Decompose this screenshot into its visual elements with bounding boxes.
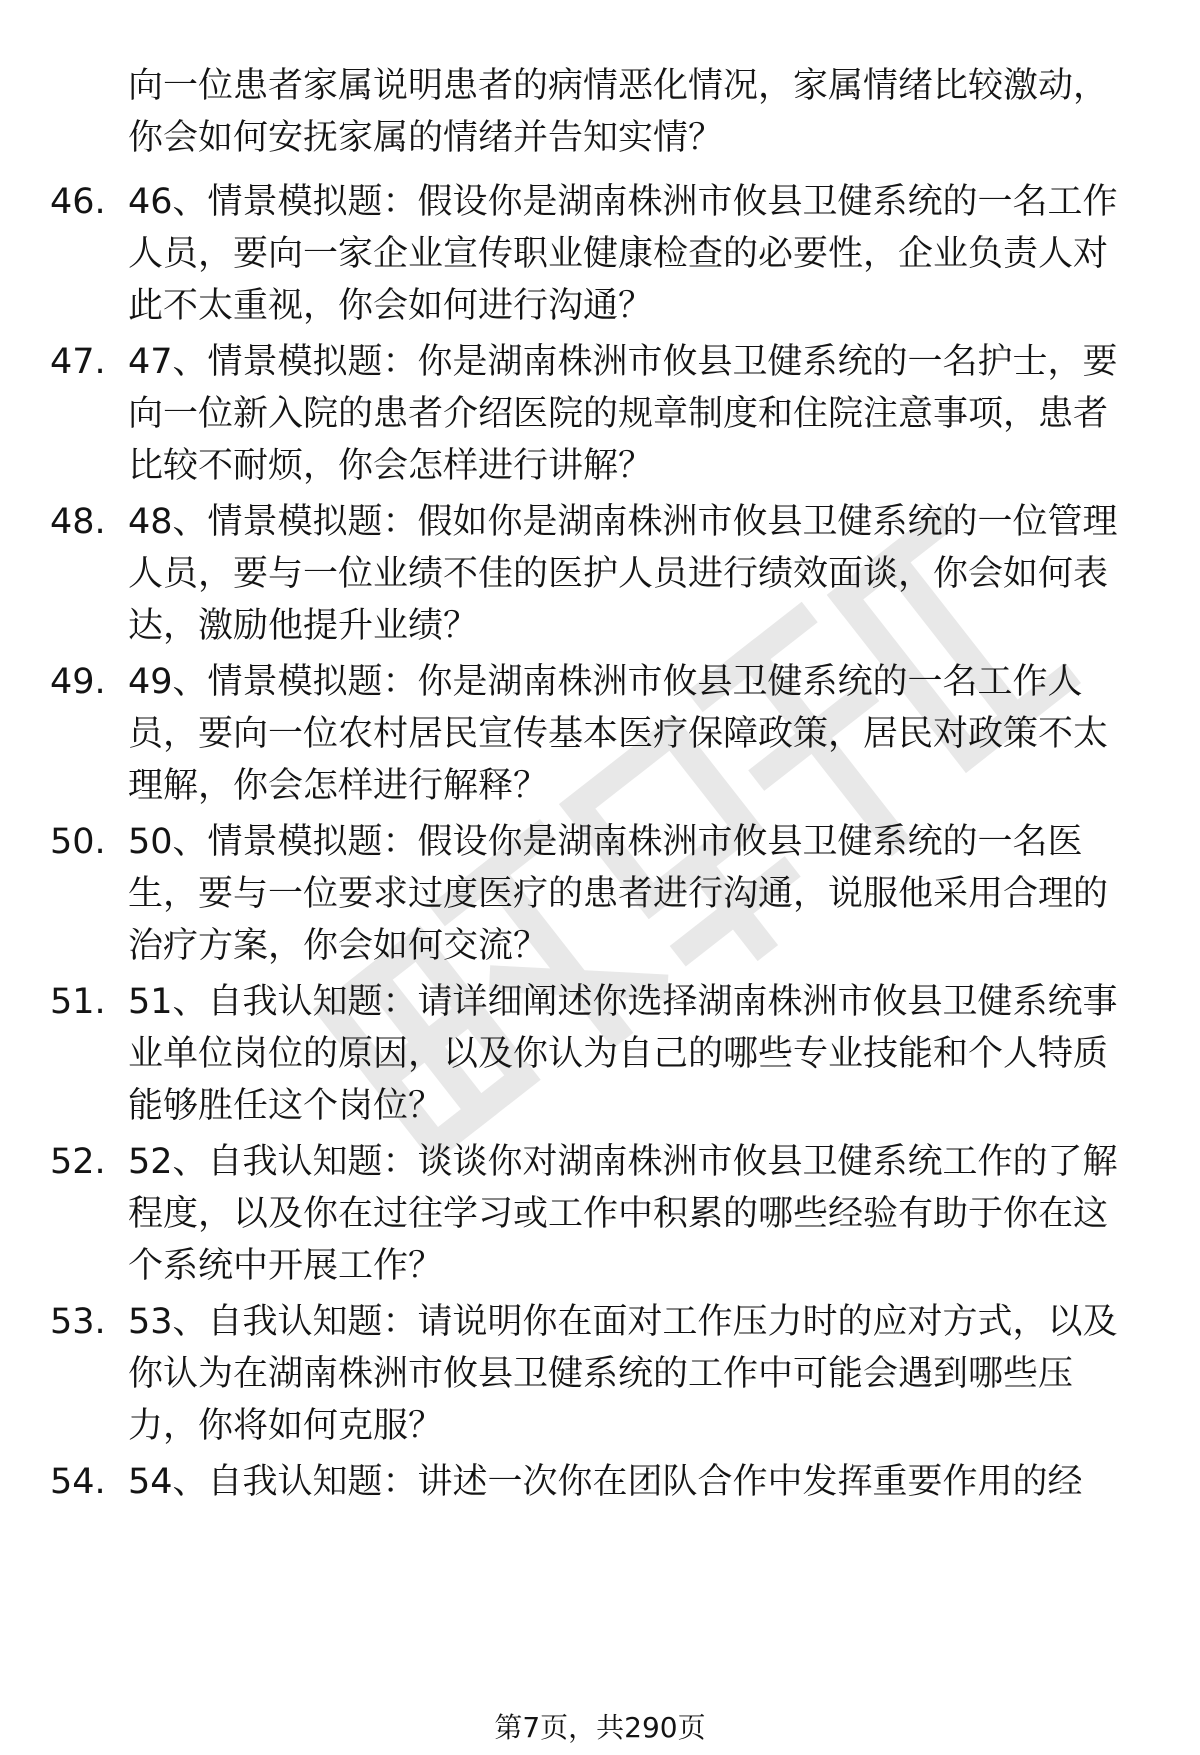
question-text: 53、自我认知题：请说明你在面对工作压力时的应对方式，以及你认为在湖南株洲市攸县卫健系统的工作中可能会遇到哪些压力，你将如何克服？ [128,1302,1118,1446]
question-number: 53. [50,1302,106,1342]
question-number: 49. [50,662,106,702]
question-text: 48、情景模拟题：假如你是湖南株洲市攸县卫健系统的一位管理人员，要与一位业绩不佳的医护人员进行绩效面谈，你会如何表达，激励他提升业绩？ [128,502,1118,646]
question-text: 51、自我认知题：请详细阐述你选择湖南株洲市攸县卫健系统事业单位岗位的原因，以及你认为自己的哪些专业技能和个人特质能够胜任这个岗位？ [128,982,1118,1126]
question-text: 47、情景模拟题：你是湖南株洲市攸县卫健系统的一名护士，要向一位新入院的患者介绍医院的规章制度和住院注意事项，患者比较不耐烦，你会怎样进行讲解？ [128,342,1118,486]
question-number: 46. [50,182,106,222]
question-number: 50. [50,822,106,862]
question-text: 49、情景模拟题：你是湖南株洲市攸县卫健系统的一名工作人员，要向一位农村居民宣传基本医疗保障政策，居民对政策不太理解，你会怎样进行解释？ [128,662,1109,806]
question-number: 52. [50,1142,106,1182]
question-number: 48. [50,502,106,542]
question-text: 50、情景模拟题：假设你是湖南株洲市攸县卫健系统的一名医生，要与一位要求过度医疗的患者进行沟通，说服他采用合理的治疗方案，你会如何交流？ [128,822,1109,966]
question-text: 46、情景模拟题：假设你是湖南株洲市攸县卫健系统的一名工作人员，要向一家企业宣传职业健康检查的必要性，企业负责人对此不太重视，你会如何进行沟通？ [128,182,1118,326]
question-text: 52、自我认知题：谈谈你对湖南株洲市攸县卫健系统工作的了解程度，以及你在过往学习或工作中积累的哪些经验有助于你在这个系统中开展工作？ [128,1142,1118,1286]
question-text: 54、自我认知题：讲述一次你在团队合作中发挥重要作用的经 [128,1462,1083,1502]
question-number: 47. [50,342,106,382]
question-number: 51. [50,982,106,1022]
continuation-text: 向一位患者家属说明患者的病情恶化情况，家属情绪比较激动，你会如何安抚家属的情绪并告知实情？ [128,66,1109,158]
question-number: 54. [50,1462,106,1502]
page-footer: 第7页，共290页 [494,1711,706,1744]
